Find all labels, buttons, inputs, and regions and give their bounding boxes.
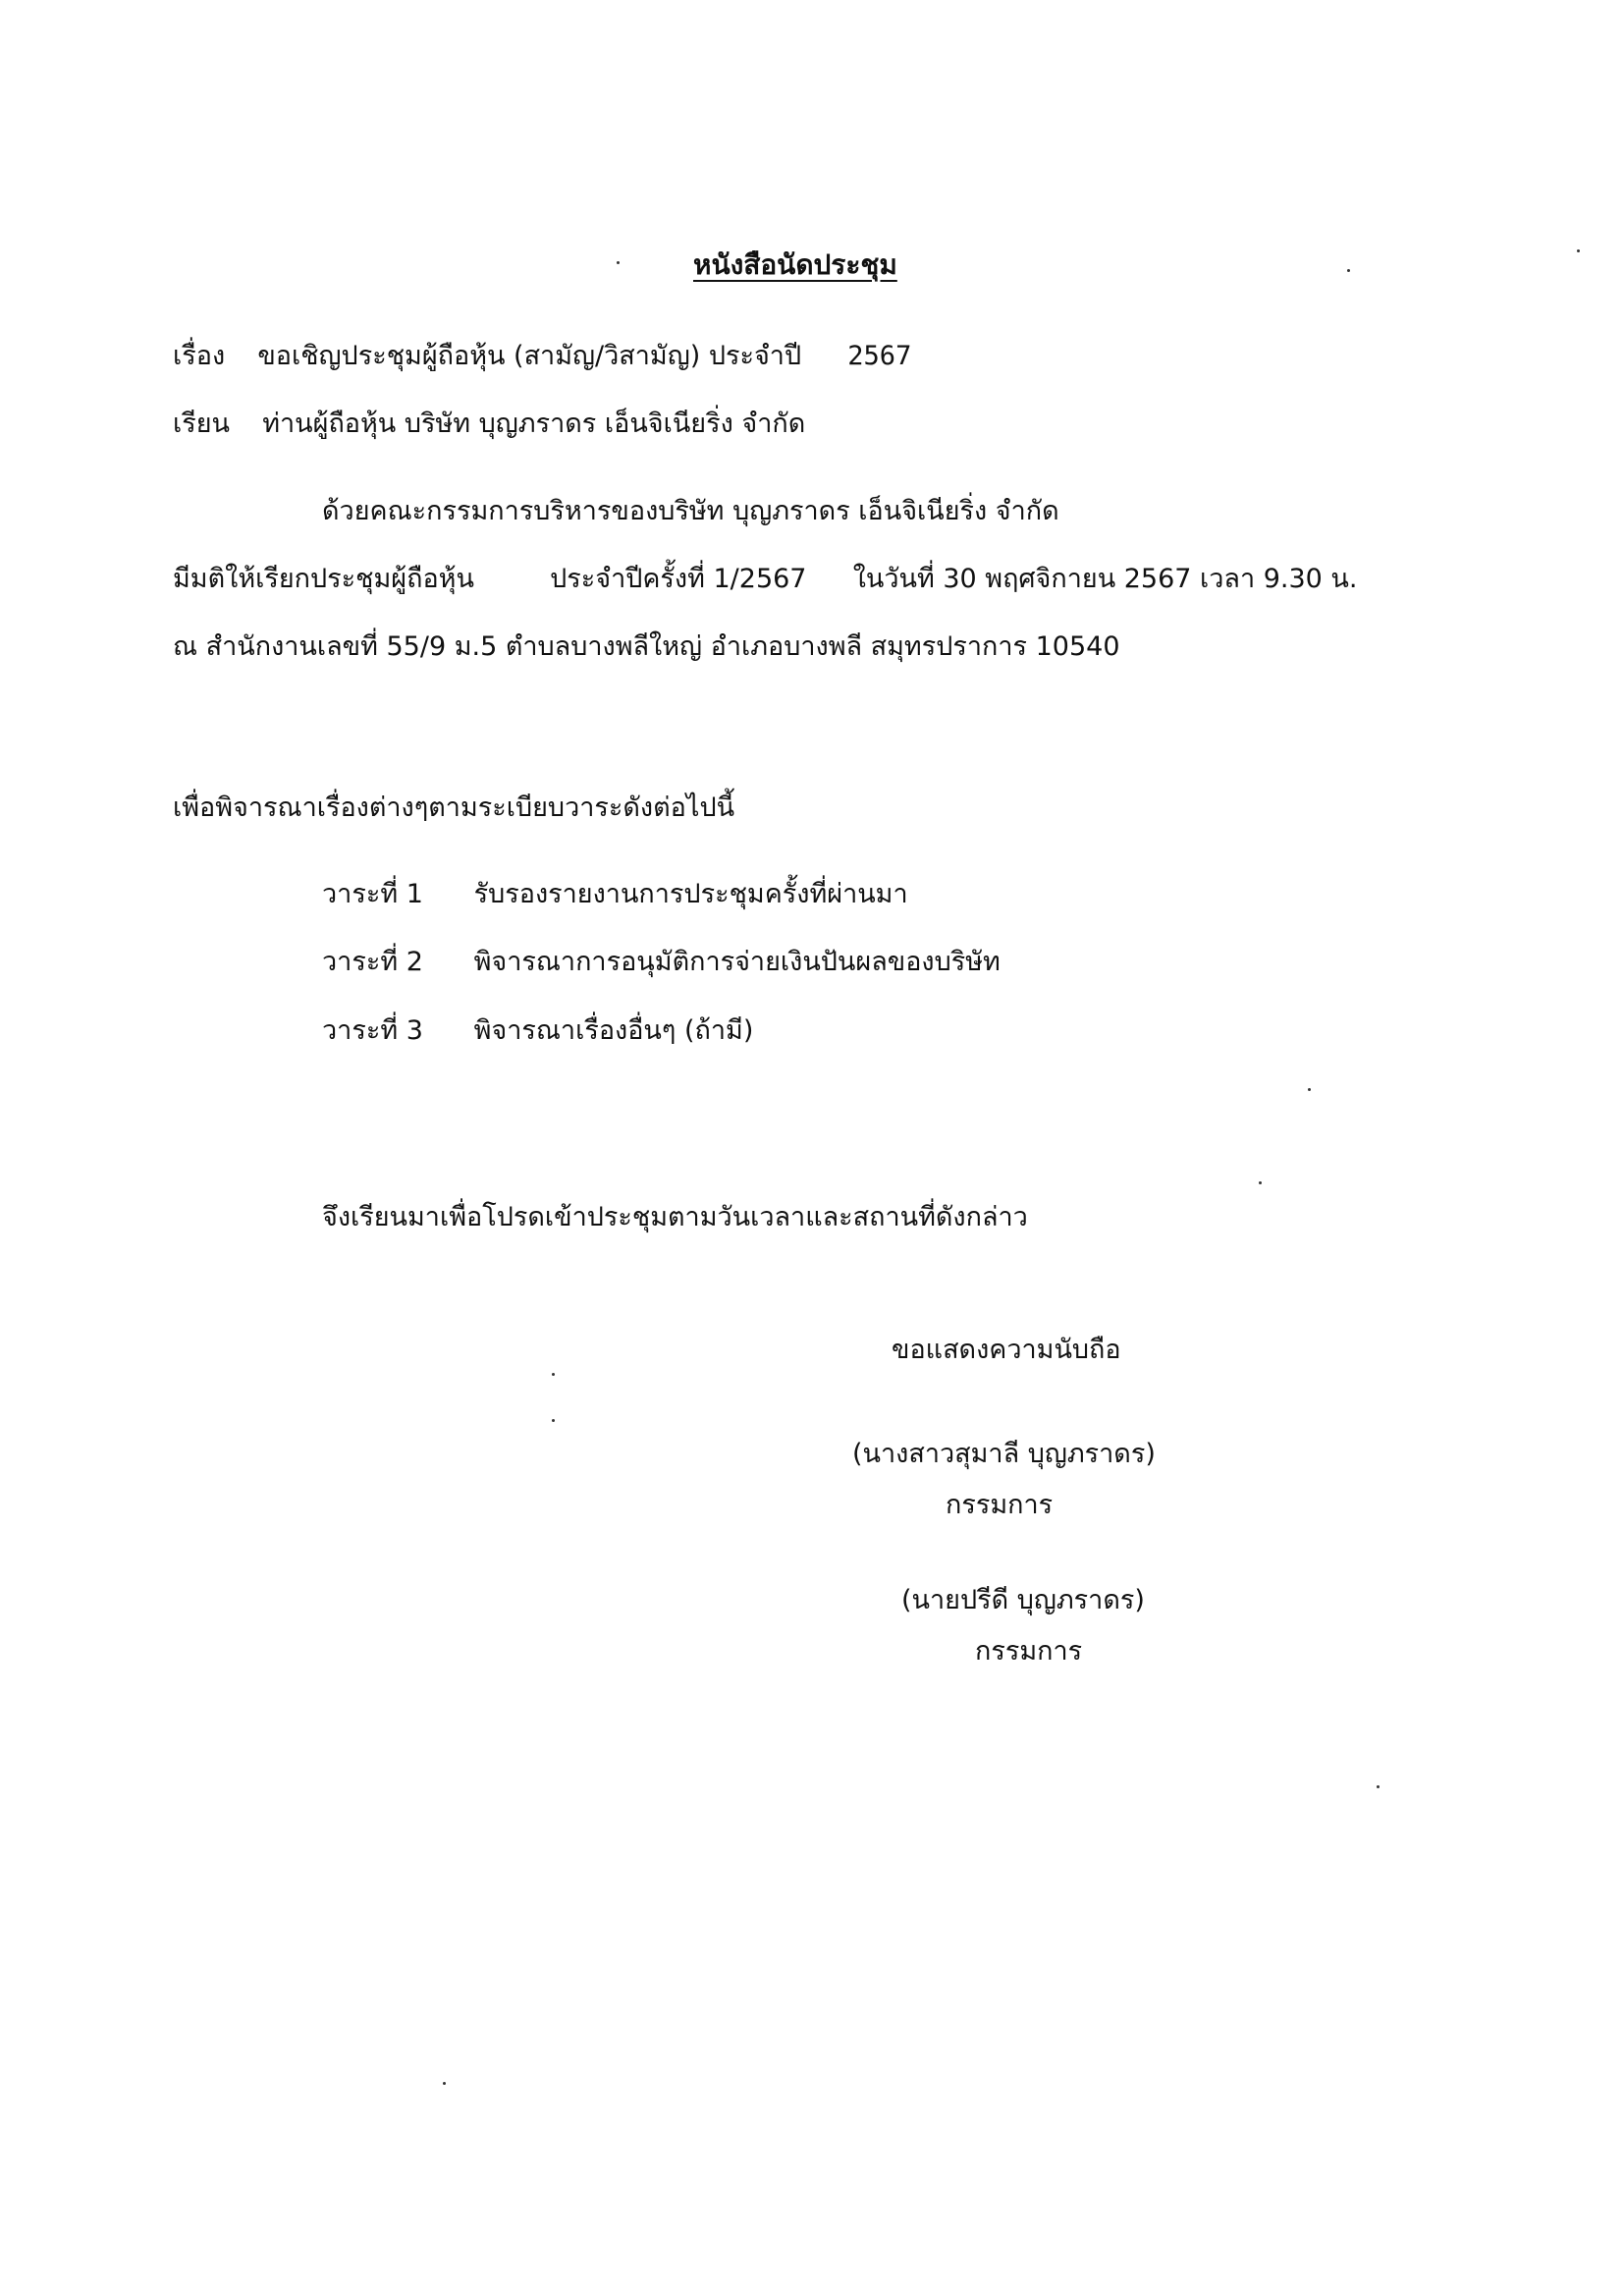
agenda-item-text: พิจารณาเรื่องอื่นๆ (ถ้ามี): [473, 1015, 754, 1046]
body-line-2: [173, 562, 1357, 597]
signatory-position: กรรมการ: [946, 1490, 1054, 1520]
regards-text: ขอแสดงความนับถือ: [892, 1335, 1121, 1365]
subject-label: เรื่อง: [173, 341, 226, 371]
agenda-item: [322, 1013, 753, 1049]
agenda-item-text: รับรองรายงานการประชุมครั้งที่ผ่านมา: [473, 879, 908, 909]
scan-speck: [1577, 249, 1580, 252]
closing-text: จึงเรียนมาเพื่อโปรดเข้าประชุมตามวันเวลาและสถานที่ดังกล่าว: [322, 1202, 1028, 1232]
body-line-2-part-3: ในวันที่ 30 พฤศจิกายน 2567 เวลา 9.30 น.: [852, 564, 1358, 594]
recipient-line: [173, 407, 805, 442]
scan-speck: [617, 261, 620, 264]
body-line-3: ณ สำนักงานเลขที่ 55/9 ม.5 ตำบลบางพลีใหญ่ อำเภอบางพลี สมุทรปราการ 10540: [173, 631, 1120, 662]
body-line-2-part-2: ประจำปีครั้งที่ 1/2567: [550, 564, 807, 594]
agenda-item-label: วาระที่ 1: [322, 879, 423, 909]
subject-line: [173, 339, 911, 374]
subject-year: 2567: [847, 341, 912, 371]
recipient-label: เรียน: [173, 409, 231, 439]
signatory-name: (นางสาวสุมาลี บุญภราดร): [852, 1439, 1156, 1469]
signatory-position: กรรมการ: [975, 1636, 1083, 1667]
body-line-2-part-1: มีมติให้เรียกประชุมผู้ถือหุ้น: [173, 564, 474, 594]
agenda-item: [322, 945, 1001, 980]
document-title: หนังสือนัดประชุม: [693, 248, 897, 281]
agenda-item-label: วาระที่ 2: [322, 947, 423, 977]
scan-speck: [1347, 269, 1350, 272]
scan-speck: [1259, 1181, 1262, 1184]
signatory-name: (นายปรีดี บุญภราดร): [901, 1585, 1145, 1615]
agenda-item-label: วาระที่ 3: [322, 1015, 423, 1046]
agenda-item-text: พิจารณาการอนุมัติการจ่ายเงินปันผลของบริษัท: [473, 947, 1001, 977]
subject-text: ขอเชิญประชุมผู้ถือหุ้น (สามัญ/วิสามัญ) ประจำปี: [257, 341, 802, 371]
scan-speck: [1377, 1785, 1380, 1788]
scan-speck: [552, 1373, 555, 1376]
scan-speck: [443, 2082, 446, 2085]
recipient-text: ท่านผู้ถือหุ้น บริษัท บุญภราดร เอ็นจิเนียริ่ง จำกัด: [262, 409, 806, 439]
agenda-intro: เพื่อพิจารณาเรื่องต่างๆตามระเบียบวาระดังต่อไปนี้: [173, 793, 735, 823]
agenda-item: [322, 877, 908, 912]
scan-speck: [552, 1419, 555, 1422]
body-line-1: ด้วยคณะกรรมการบริหารของบริษัท บุญภราดร เอ็นจิเนียริ่ง จำกัด: [322, 496, 1059, 526]
scan-speck: [1308, 1088, 1311, 1091]
